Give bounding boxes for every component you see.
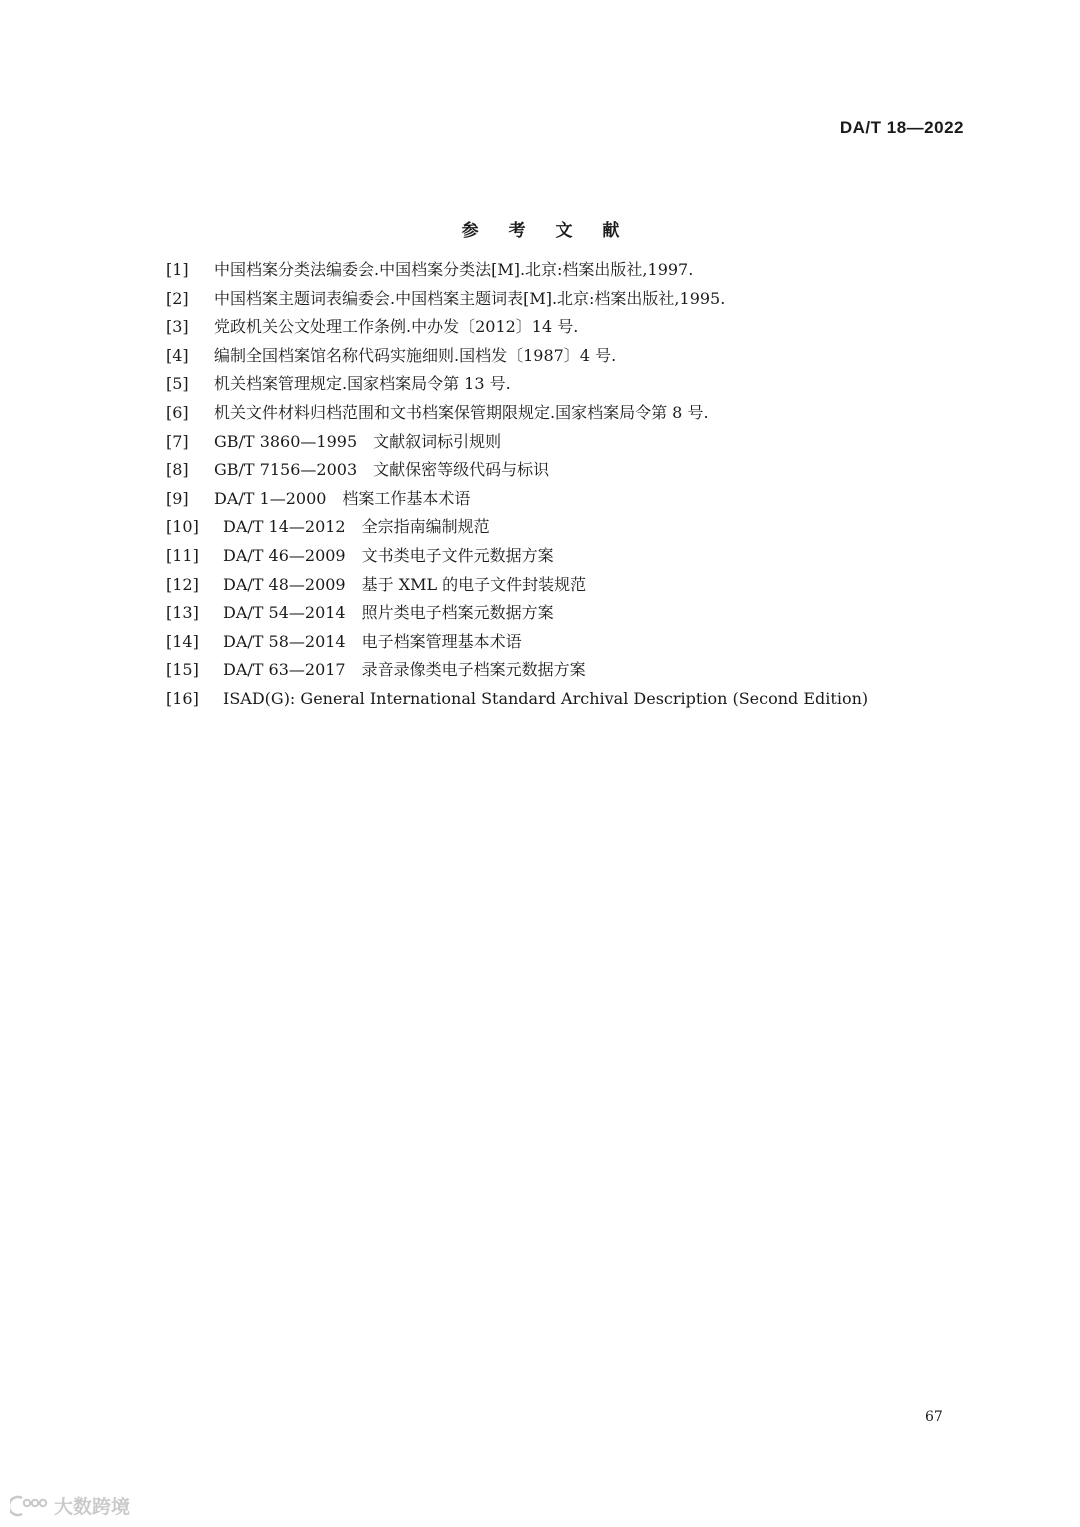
reference-number: [4] (166, 345, 189, 365)
reference-number: [15] (166, 660, 199, 680)
reference-text: 编制全国档案馆名称代码实施细则.国档发〔1987〕4 号. (214, 345, 617, 365)
reference-text: GB/T 7156—2003 文献保密等级代码与标识 (214, 460, 550, 480)
reference-number: [16] (166, 688, 199, 708)
reference-text: DA/T 1—2000 档案工作基本术语 (214, 488, 471, 508)
reference-item (166, 542, 966, 571)
reference-text: 党政机关公文处理工作条例.中办发〔2012〕14 号. (214, 317, 579, 337)
reference-item (166, 428, 966, 457)
reference-text: DA/T 48—2009 基于 XML 的电子文件封装规范 (223, 574, 587, 594)
watermark-text: 大数跨境 (54, 1496, 131, 1518)
watermark (10, 1492, 130, 1519)
reference-text: ISAD(G): General International Standard Archival Description (Second Edition) (223, 688, 869, 708)
reference-number: [12] (166, 574, 199, 594)
reference-item (166, 313, 966, 342)
reference-number: [11] (166, 545, 199, 565)
reference-number: [3] (166, 317, 189, 337)
reference-item (166, 256, 966, 285)
reference-item (166, 285, 966, 314)
reference-item (166, 399, 966, 428)
reference-number: [6] (166, 402, 189, 422)
reference-number: [5] (166, 374, 189, 394)
reference-text: 中国档案分类法编委会.中国档案分类法[M].北京:档案出版社,1997. (214, 260, 694, 279)
reference-number: [7] (166, 431, 189, 451)
reference-number: [14] (166, 631, 199, 651)
reference-item (166, 685, 966, 714)
reference-text: 机关档案管理规定.国家档案局令第 13 号. (214, 374, 511, 394)
reference-item (166, 342, 966, 371)
reference-number: [2] (166, 288, 189, 308)
reference-number: [13] (166, 603, 199, 623)
reference-text: DA/T 58—2014 电子档案管理基本术语 (223, 631, 522, 651)
reference-text: DA/T 54—2014 照片类电子档案元数据方案 (223, 603, 554, 623)
reference-item (166, 370, 966, 399)
reference-text: DA/T 14—2012 全宗指南编制规范 (223, 517, 490, 537)
reference-text: DA/T 63—2017 录音录像类电子档案元数据方案 (223, 660, 586, 680)
reference-number: [9] (166, 488, 189, 508)
reference-text: GB/T 3860—1995 文献叙词标引规则 (214, 431, 502, 451)
reference-item (166, 456, 966, 485)
reference-item (166, 656, 966, 685)
reference-number: [8] (166, 460, 189, 480)
reference-item (166, 485, 966, 514)
reference-item (166, 628, 966, 657)
page-number: 67 (925, 1409, 943, 1425)
logo-icon (10, 1494, 48, 1518)
reference-number: [10] (166, 517, 199, 537)
section-title: 参 考 文 献 (461, 221, 632, 241)
standard-code: DA/T 18—2022 (839, 118, 964, 137)
reference-item (166, 599, 966, 628)
reference-text: DA/T 46—2009 文书类电子文件元数据方案 (223, 545, 554, 565)
reference-list (166, 256, 966, 714)
reference-item (166, 571, 966, 600)
reference-text: 中国档案主题词表编委会.中国档案主题词表[M].北京:档案出版社,1995. (214, 288, 726, 308)
reference-text: 机关文件材料归档范围和文书档案保管期限规定.国家档案局令第 8 号. (214, 402, 709, 422)
reference-item (166, 513, 966, 542)
reference-number: [1] (166, 260, 189, 279)
